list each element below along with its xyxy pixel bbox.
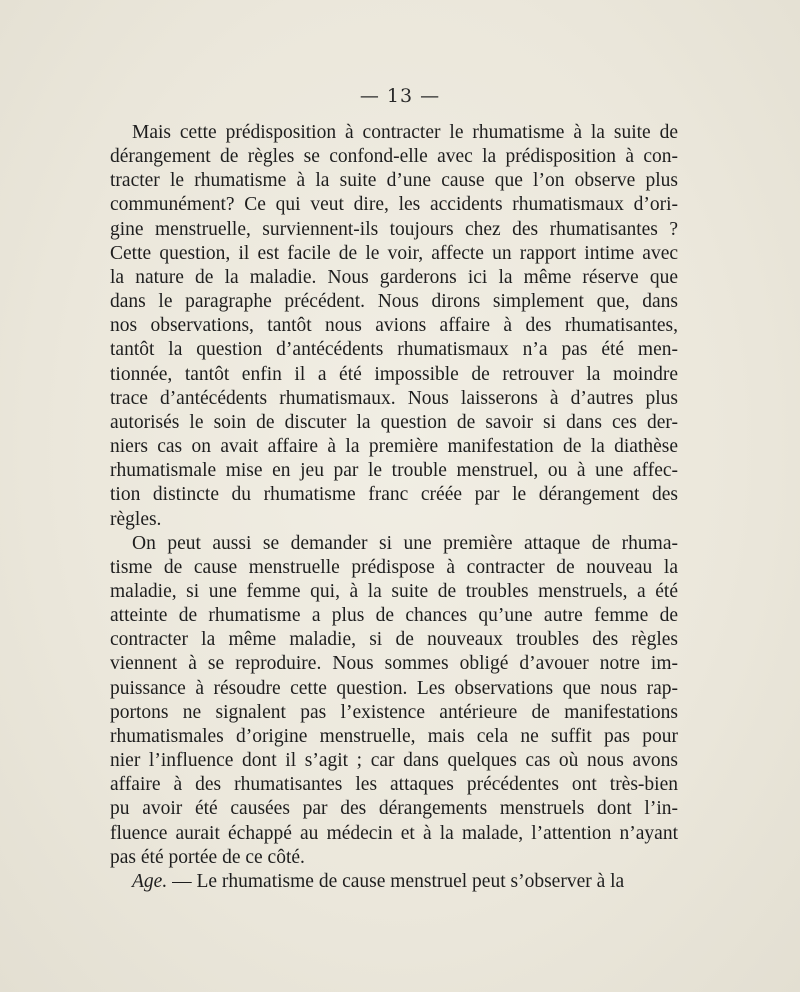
text-line: atteinte de rhumatisme a plus de chances qu’une autre femme de: [110, 605, 678, 627]
text-line: Cette question, il est facile de le voir, affecte un rapport intime avec: [110, 242, 678, 264]
text-line: portons ne signalent pas l’existence antérieure de manifestations: [110, 701, 678, 723]
text-line-rest: — Le rhumatisme de cause menstruel peut s’observer à la: [167, 870, 625, 892]
text-line: rhumatismales d’origine menstruelle, mais cela ne suffit pas pour: [110, 725, 678, 747]
paragraph: [110, 121, 678, 532]
text-line: communément? Ce qui veut dire, les accidents rhumatismaux d’ori-: [110, 194, 678, 216]
paragraph: [110, 870, 678, 894]
text-line: autorisés le soin de discuter la question de savoir si dans ces der-: [110, 411, 678, 433]
text-line: tisme de cause menstruelle prédispose à contracter de nouveau la: [110, 556, 678, 578]
text-line: pu avoir été causées par des dérangements menstruels dont l’in-: [110, 798, 678, 820]
page-number: — 13 —: [359, 85, 441, 107]
text-line: On peut aussi se demander si une première attaque de rhuma-: [132, 532, 678, 554]
text-line: dans le paragraphe précédent. Nous dirons simplement que, dans: [110, 291, 678, 313]
text-line: puissance à résoudre cette question. Les observations que nous rap-: [110, 677, 678, 699]
text-line: règles.: [110, 508, 162, 530]
text-line: maladie, si une femme qui, à la suite de troubles menstruels, a été: [110, 580, 678, 602]
text-line: trace d’antécédents rhumatismaux. Nous laisserons à d’autres plus: [110, 387, 678, 409]
text-line: tion distincte du rhumatisme franc créée par le dérangement des: [110, 484, 678, 506]
text-line: dérangement de règles se confond-elle avec la prédisposition à con-: [110, 146, 678, 168]
text-line: contracter la même maladie, si de nouveaux troubles des règles: [110, 629, 678, 651]
text-line: gine menstruelle, surviennent-ils toujours chez des rhumatisantes ?: [110, 218, 678, 240]
text-line: pas été portée de ce côté.: [110, 846, 305, 868]
text-line: viennent à se reproduire. Nous sommes obligé d’avouer notre im-: [110, 653, 678, 675]
text-line: tantôt la question d’antécédents rhumatismaux n’a pas été men-: [110, 339, 678, 361]
text-line: affaire à des rhumatisantes les attaques précédentes ont très-bien: [110, 774, 678, 796]
paragraph: [110, 532, 678, 870]
paragraph-container: [110, 121, 678, 894]
section-heading: Age.: [132, 870, 168, 892]
text-line: la nature de la maladie. Nous garderons ici la même réserve que: [110, 266, 678, 288]
text-line: nier l’influence dont il s’agit ; car dans quelques cas où nous avons: [110, 750, 678, 772]
text-line: fluence aurait échappé au médecin et à la malade, l’attention n’ayant: [110, 822, 678, 844]
text-line: tionnée, tantôt enfin il a été impossible de retrouver la moindre: [110, 363, 678, 385]
text-line: nos observations, tantôt nous avions affaire à des rhumatisantes,: [110, 315, 678, 337]
body-text: [110, 121, 678, 894]
text-line: [110, 870, 678, 894]
text-line: tracter le rhumatisme à la suite d’une cause que l’on observe plus: [110, 170, 678, 192]
text-line: rhumatismale mise en jeu par le trouble menstruel, ou à une affec-: [110, 460, 678, 482]
text-line: Mais cette prédisposition à contracter le rhumatisme à la suite de: [132, 122, 678, 143]
text-line: niers cas on avait affaire à la première manifestation de la diathèse: [110, 436, 678, 458]
